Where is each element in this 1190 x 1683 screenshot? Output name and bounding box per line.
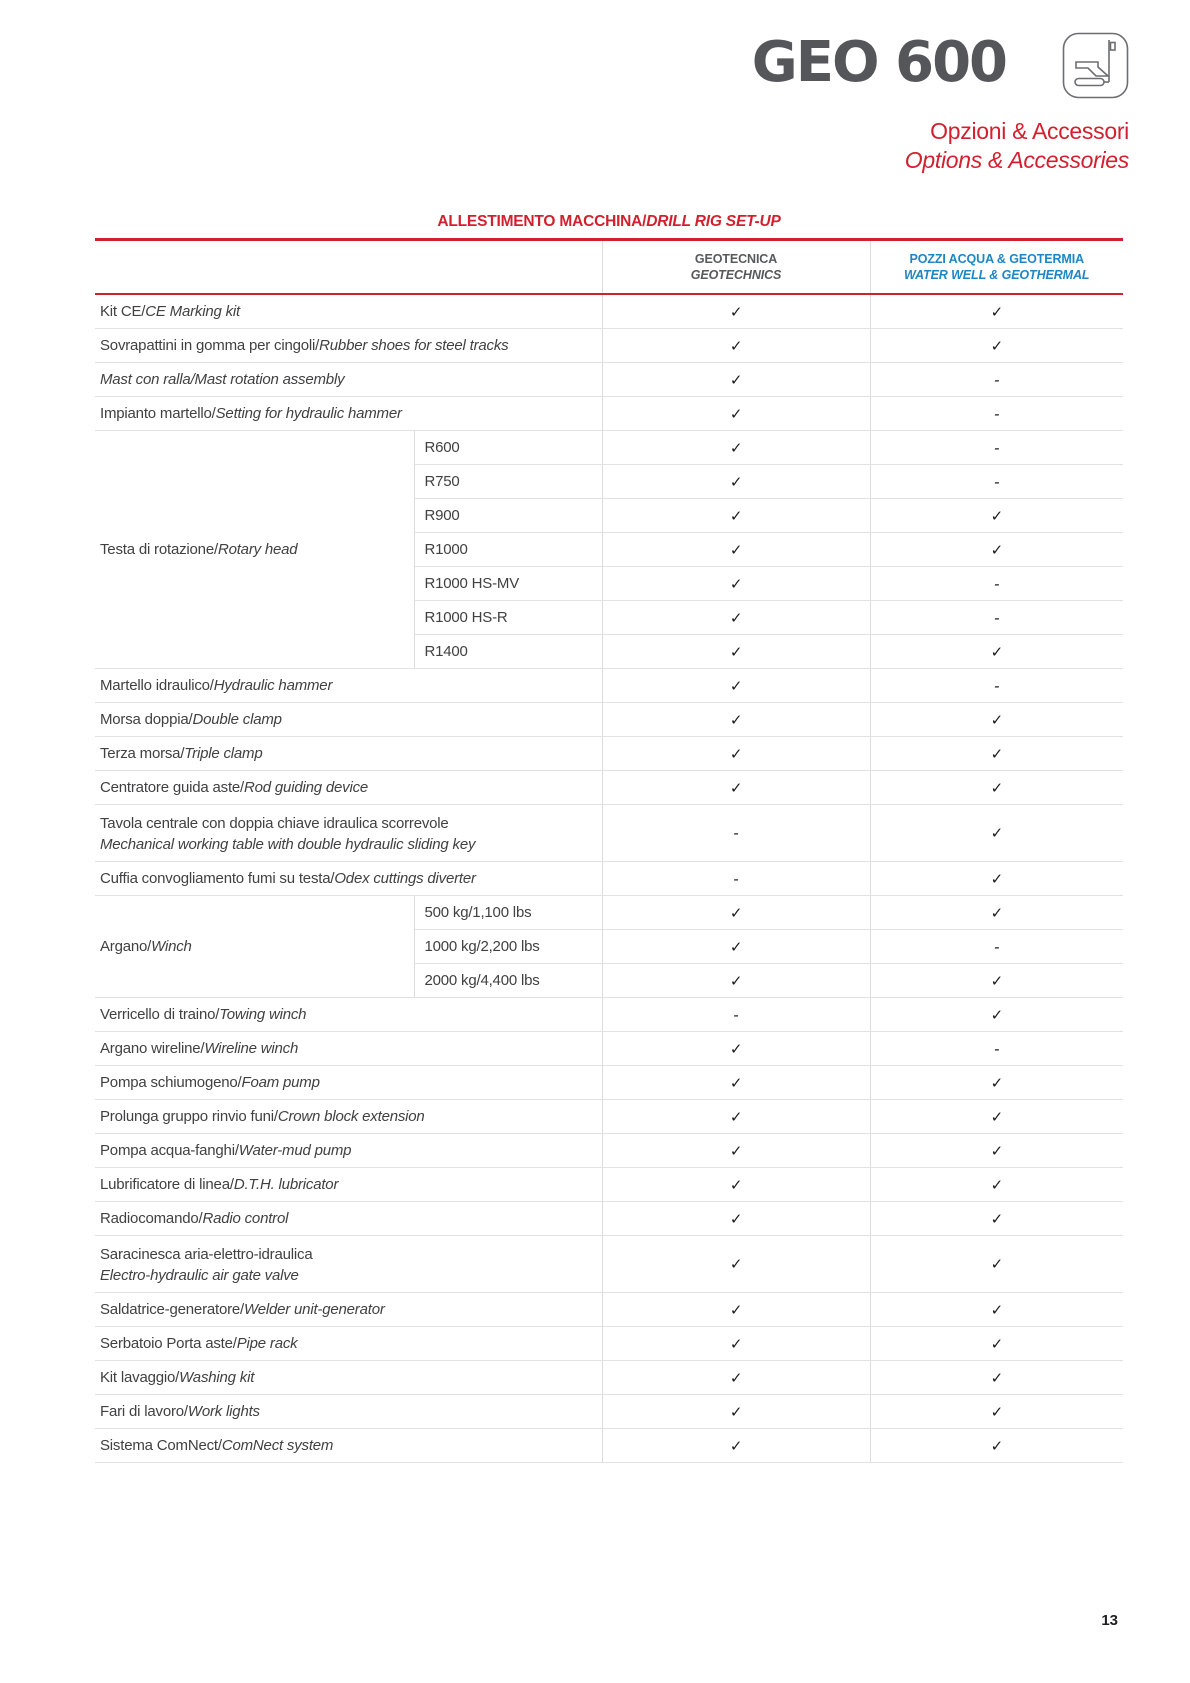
table-row <box>95 1032 1123 1066</box>
row-label <box>95 805 602 862</box>
table-row <box>95 1429 1123 1463</box>
geotechnics-mark: ✓ <box>602 1429 870 1463</box>
row-label-english: Double clamp <box>192 711 282 728</box>
row-label-english: Rod guiding device <box>244 779 369 796</box>
row-label-english: Work lights <box>187 1403 260 1420</box>
geotechnics-mark: ✓ <box>602 635 870 669</box>
row-label <box>95 703 602 737</box>
waterwell-mark: ✓ <box>870 1168 1123 1202</box>
waterwell-mark: ✓ <box>870 499 1123 533</box>
geotechnics-mark: ✓ <box>602 329 870 363</box>
page-subtitle <box>905 117 1129 175</box>
row-label-english: Hydraulic hammer <box>213 677 333 694</box>
column-header-geotechnics <box>602 240 870 295</box>
geotechnics-mark: ✓ <box>602 499 870 533</box>
table-row <box>95 431 1123 465</box>
table-row <box>95 294 1123 329</box>
row-label <box>95 1429 602 1463</box>
row-label-italian: Saldatrice-generatore/ <box>100 1301 245 1318</box>
waterwell-mark: ✓ <box>870 1134 1123 1168</box>
row-label-italian: Argano wireline/ <box>100 1040 205 1057</box>
row-label-english: Water-mud pump <box>238 1142 352 1159</box>
waterwell-mark: ✓ <box>870 635 1123 669</box>
row-label-english: Radio control <box>202 1210 289 1227</box>
row-label <box>95 771 602 805</box>
row-label-italian: Argano/ <box>100 938 152 955</box>
waterwell-mark: ✓ <box>870 1395 1123 1429</box>
row-label-english: Electro-hydraulic air gate valve <box>100 1266 299 1284</box>
row-label-english: Mast rotation assembly <box>194 371 345 388</box>
waterwell-mark: ✓ <box>870 1100 1123 1134</box>
waterwell-mark: - <box>870 431 1123 465</box>
geotechnics-mark: ✓ <box>602 397 870 431</box>
table-row <box>95 1395 1123 1429</box>
waterwell-mark: - <box>870 1032 1123 1066</box>
table-row <box>95 1168 1123 1202</box>
waterwell-mark: - <box>870 397 1123 431</box>
row-label <box>95 862 602 896</box>
row-label-english: D.T.H. lubricator <box>233 1176 339 1193</box>
subtitle-english: Options & Accessories <box>904 147 1129 173</box>
geotechnics-mark: ✓ <box>602 1134 870 1168</box>
table-row <box>95 1066 1123 1100</box>
geotechnics-mark: ✓ <box>602 771 870 805</box>
row-label-italian: Impianto martello/ <box>100 405 216 422</box>
geotechnics-mark: ✓ <box>602 465 870 499</box>
brand-header <box>752 30 1129 99</box>
row-label <box>95 1066 602 1100</box>
table-row <box>95 363 1123 397</box>
geotechnics-mark: ✓ <box>602 1361 870 1395</box>
waterwell-mark: ✓ <box>870 1236 1123 1293</box>
column-label-english: WATER WELL & GEOTHERMAL <box>904 268 1090 282</box>
column-label-english: GEOTECHNICS <box>690 268 782 282</box>
column-label-italian: GEOTECNICA <box>694 252 778 266</box>
row-label <box>95 397 602 431</box>
waterwell-mark: ✓ <box>870 1327 1123 1361</box>
row-label-english: Rubber shoes for steel tracks <box>319 337 509 354</box>
table-row <box>95 998 1123 1032</box>
row-label-italian: Pompa schiumogeno/ <box>100 1074 242 1091</box>
row-label <box>95 998 602 1032</box>
model-title: GEO 600 <box>751 30 1006 95</box>
row-label <box>95 294 602 329</box>
table-row <box>95 1327 1123 1361</box>
row-sub-label: 500 kg/1,100 lbs <box>414 896 602 930</box>
row-label-italian: Serbatoio Porta aste/ <box>100 1335 237 1352</box>
table-header-row <box>95 240 1123 295</box>
waterwell-mark: - <box>870 363 1123 397</box>
waterwell-mark: ✓ <box>870 998 1123 1032</box>
waterwell-mark: ✓ <box>870 737 1123 771</box>
row-label-italian: Pompa acqua-fanghi/ <box>100 1142 239 1159</box>
row-label-english: Crown block extension <box>277 1108 425 1125</box>
table-row <box>95 1134 1123 1168</box>
row-label-italian: Sovrapattini in gomma per cingoli/ <box>100 337 320 354</box>
row-label-italian: Martello idraulico/ <box>100 677 214 694</box>
table-row <box>95 669 1123 703</box>
waterwell-mark: ✓ <box>870 1429 1123 1463</box>
row-label <box>95 1202 602 1236</box>
table-row <box>95 805 1123 862</box>
geotechnics-mark: ✓ <box>602 1236 870 1293</box>
row-label-english: Triple clamp <box>184 745 263 762</box>
geotechnics-mark: ✓ <box>602 1202 870 1236</box>
geotechnics-mark: ✓ <box>602 964 870 998</box>
table-row <box>95 862 1123 896</box>
row-label-italian: Morsa doppia/ <box>100 711 193 728</box>
row-label-italian: Cuffia convogliamento fumi su testa/ <box>100 870 335 887</box>
table-row <box>95 1293 1123 1327</box>
row-group-label <box>95 896 414 998</box>
row-sub-label: R1000 <box>414 533 602 567</box>
table-title-italian: ALLESTIMENTO MACCHINA/ <box>437 213 647 230</box>
waterwell-mark: ✓ <box>870 805 1123 862</box>
row-label-english: Towing winch <box>219 1006 307 1023</box>
row-sub-label: R900 <box>414 499 602 533</box>
row-label-english: Wireline winch <box>204 1040 299 1057</box>
row-label <box>95 1327 602 1361</box>
row-label <box>95 363 602 397</box>
table-title <box>95 213 1123 231</box>
row-label-english: CE Marking kit <box>145 303 241 320</box>
table-row <box>95 703 1123 737</box>
table-row <box>95 1202 1123 1236</box>
waterwell-mark: - <box>870 567 1123 601</box>
geotechnics-mark: ✓ <box>602 601 870 635</box>
geotechnics-mark: ✓ <box>602 431 870 465</box>
geotechnics-mark: - <box>602 862 870 896</box>
row-label-italian: Verricello di traino/ <box>100 1006 220 1023</box>
row-label-english: Winch <box>151 938 192 955</box>
geotechnics-mark: ✓ <box>602 1032 870 1066</box>
row-sub-label: R1000 HS-R <box>414 601 602 635</box>
row-label-english: Welder unit-generator <box>244 1301 385 1318</box>
subtitle-italian: Opzioni & Accessori <box>930 118 1129 144</box>
waterwell-mark: ✓ <box>870 896 1123 930</box>
waterwell-mark: ✓ <box>870 533 1123 567</box>
row-sub-label: R600 <box>414 431 602 465</box>
geotechnics-mark: ✓ <box>602 363 870 397</box>
row-label-italian: Kit lavaggio/ <box>100 1369 180 1386</box>
geotechnics-mark: ✓ <box>602 533 870 567</box>
row-label-english: Rotary head <box>217 541 298 558</box>
table-row <box>95 1361 1123 1395</box>
waterwell-mark: - <box>870 669 1123 703</box>
geotechnics-mark: ✓ <box>602 1395 870 1429</box>
geotechnics-mark: ✓ <box>602 703 870 737</box>
options-table <box>95 238 1123 1463</box>
row-label-english: Washing kit <box>179 1369 255 1386</box>
table-row <box>95 329 1123 363</box>
row-label-english: Setting for hydraulic hammer <box>215 405 402 422</box>
geotechnics-mark: ✓ <box>602 896 870 930</box>
table-row <box>95 896 1123 930</box>
waterwell-mark: ✓ <box>870 1066 1123 1100</box>
waterwell-mark: - <box>870 601 1123 635</box>
row-label-italian: Saracinesca aria-elettro-idraulica <box>100 1245 313 1263</box>
waterwell-mark: - <box>870 465 1123 499</box>
row-group-label <box>95 431 414 669</box>
row-label-italian: Fari di lavoro/ <box>100 1403 188 1420</box>
waterwell-mark: ✓ <box>870 329 1123 363</box>
geotechnics-mark: ✓ <box>602 567 870 601</box>
row-label-english: Foam pump <box>241 1074 320 1091</box>
geotechnics-mark: ✓ <box>602 669 870 703</box>
geotechnics-mark: ✓ <box>602 737 870 771</box>
header-spacer-cell <box>95 240 602 295</box>
waterwell-mark: ✓ <box>870 1293 1123 1327</box>
column-label-italian: POZZI ACQUA & GEOTERMIA <box>909 252 1085 266</box>
row-label <box>95 1032 602 1066</box>
row-label-italian: Kit CE/ <box>100 303 146 320</box>
row-label-italian: Centratore guida aste/ <box>100 779 245 796</box>
row-label <box>95 1100 602 1134</box>
row-label <box>95 329 602 363</box>
geotechnics-mark: ✓ <box>602 930 870 964</box>
row-label-italian: Sistema ComNect/ <box>100 1437 222 1454</box>
row-label-italian: Radiocomando/ <box>100 1210 203 1227</box>
geotechnics-mark: ✓ <box>602 1100 870 1134</box>
row-label-english: Pipe rack <box>236 1335 298 1352</box>
row-label <box>95 1361 602 1395</box>
table-row <box>95 737 1123 771</box>
table-row <box>95 1236 1123 1293</box>
row-label <box>95 1134 602 1168</box>
drill-rig-icon <box>1062 32 1129 99</box>
waterwell-mark: ✓ <box>870 1361 1123 1395</box>
row-label-italian: Testa di rotazione/ <box>100 541 218 558</box>
row-sub-label: 1000 kg/2,200 lbs <box>414 930 602 964</box>
row-label-english: Odex cuttings diverter <box>334 870 476 887</box>
geotechnics-mark: ✓ <box>602 1066 870 1100</box>
column-header-waterwell <box>870 240 1123 295</box>
options-table-section <box>95 213 1123 1463</box>
geotechnics-mark: - <box>602 805 870 862</box>
row-sub-label: 2000 kg/4,400 lbs <box>414 964 602 998</box>
waterwell-mark: ✓ <box>870 771 1123 805</box>
row-label-english: ComNect system <box>221 1437 334 1454</box>
row-sub-label: R1000 HS-MV <box>414 567 602 601</box>
table-row <box>95 771 1123 805</box>
waterwell-mark: ✓ <box>870 862 1123 896</box>
geotechnics-mark: ✓ <box>602 1168 870 1202</box>
table-row <box>95 397 1123 431</box>
row-label-italian: Mast con ralla/ <box>100 371 195 388</box>
page-number: 13 <box>1101 1612 1118 1629</box>
waterwell-mark: ✓ <box>870 703 1123 737</box>
row-label-italian: Lubrificatore di linea/ <box>100 1176 234 1193</box>
row-label <box>95 669 602 703</box>
row-label-english: Mechanical working table with double hydraulic sliding key <box>100 835 476 853</box>
row-sub-label: R750 <box>414 465 602 499</box>
row-label-italian: Tavola centrale con doppia chiave idraulica scorrevole <box>100 814 449 832</box>
row-label <box>95 1236 602 1293</box>
row-label <box>95 1293 602 1327</box>
geotechnics-mark: ✓ <box>602 1327 870 1361</box>
geotechnics-mark: ✓ <box>602 294 870 329</box>
row-label <box>95 737 602 771</box>
row-label <box>95 1395 602 1429</box>
geotechnics-mark: - <box>602 998 870 1032</box>
row-label <box>95 1168 602 1202</box>
table-row <box>95 1100 1123 1134</box>
table-title-english: DRILL RIG SET-UP <box>646 213 781 230</box>
waterwell-mark: ✓ <box>870 1202 1123 1236</box>
waterwell-mark: - <box>870 930 1123 964</box>
geotechnics-mark: ✓ <box>602 1293 870 1327</box>
row-label-italian: Prolunga gruppo rinvio funi/ <box>100 1108 278 1125</box>
row-label-italian: Terza morsa/ <box>100 745 185 762</box>
waterwell-mark: ✓ <box>870 294 1123 329</box>
waterwell-mark: ✓ <box>870 964 1123 998</box>
row-sub-label: R1400 <box>414 635 602 669</box>
